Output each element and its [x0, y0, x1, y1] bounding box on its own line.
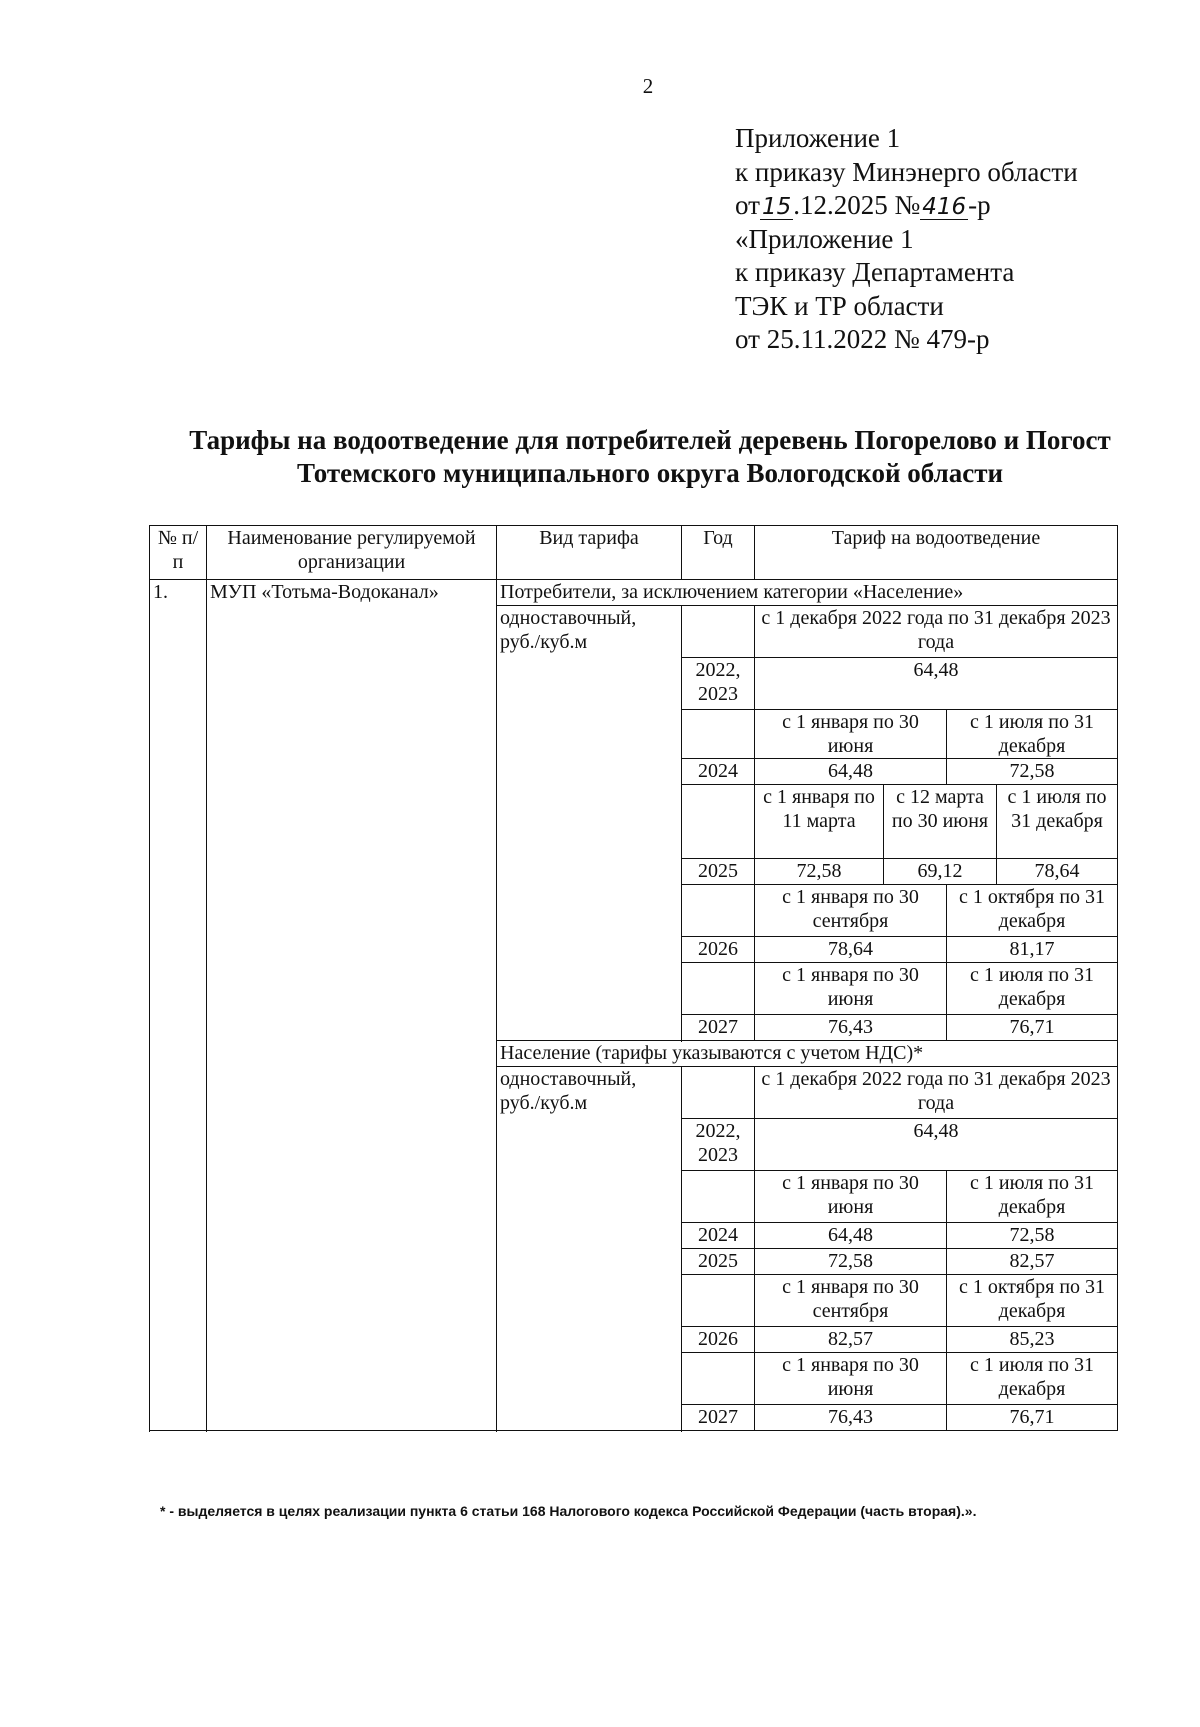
year-cell: 2022, 2023 [682, 1119, 755, 1171]
value-cell: 72,58 [947, 759, 1118, 785]
year-cell: 2024 [682, 1223, 755, 1249]
order-date-prefix: от [735, 190, 760, 220]
period-cell: с 1 июля по 31 декабря [997, 785, 1118, 859]
year-cell: 2026 [682, 937, 755, 963]
period-cell: с 1 января по 30 сентября [755, 885, 947, 937]
header-tariff: Тариф на водоотведение [755, 526, 1118, 580]
value-cell: 76,43 [755, 1015, 947, 1041]
period-cell: с 1 декабря 2022 года по 31 декабря 2023 года [755, 606, 1118, 658]
period-cell: с 1 января по 30 сентября [755, 1275, 947, 1327]
value-cell: 64,48 [755, 759, 947, 785]
period-cell: с 1 июля по 31 декабря [947, 1171, 1118, 1223]
year-cell: 2027 [682, 1015, 755, 1041]
appendix-line-1: Приложение 1 [735, 123, 901, 153]
appendix-line-7: от 25.11.2022 № 479-р [735, 324, 990, 354]
value-cell: 64,48 [755, 1119, 1118, 1171]
appendix-line-3 [735, 189, 1078, 223]
value-cell: 64,48 [755, 658, 1118, 710]
year-cell [682, 1067, 755, 1119]
tariff-type: одноставочный, руб./куб.м [497, 606, 682, 1041]
group-title: Потребители, за исключением категории «Население» [497, 580, 1118, 606]
year-cell [682, 710, 755, 759]
year-cell [682, 606, 755, 658]
year-cell: 2027 [682, 1405, 755, 1431]
value-cell: 85,23 [947, 1327, 1118, 1353]
handwritten-day: 15 [761, 194, 792, 220]
value-cell: 76,71 [947, 1405, 1118, 1431]
year-cell [682, 963, 755, 1015]
handwritten-order-number: 416 [922, 194, 967, 220]
year-cell: 2022, 2023 [682, 658, 755, 710]
year-cell [682, 1275, 755, 1327]
period-cell: с 1 июля по 31 декабря [947, 1353, 1118, 1405]
value-cell: 76,71 [947, 1015, 1118, 1041]
value-cell: 72,58 [755, 859, 884, 885]
period-cell: с 1 января по 30 июня [755, 963, 947, 1015]
year-cell [682, 1353, 755, 1405]
org-name: МУП «Тотьма-Водоканал» [207, 580, 497, 1431]
footnote: * - выделяется в целях реализации пункта 6 статьи 168 Налогового кодекса Российской Федерации (часть вторая).». [160, 1503, 977, 1519]
value-cell: 82,57 [947, 1249, 1118, 1275]
period-cell: с 1 октября по 31 декабря [947, 885, 1118, 937]
tariff-table [149, 525, 1118, 1431]
appendix-line-6: ТЭК и ТР области [735, 290, 944, 321]
value-cell: 78,64 [997, 859, 1118, 885]
year-cell [682, 785, 755, 859]
document-title [140, 424, 1160, 490]
order-number-suffix: -р [968, 190, 991, 220]
appendix-line-4: «Приложение 1 [735, 223, 914, 254]
value-cell: 82,57 [755, 1327, 947, 1353]
period-cell: с 1 июля по 31 декабря [947, 710, 1118, 759]
header-year: Год [682, 526, 755, 580]
value-cell: 72,58 [755, 1249, 947, 1275]
value-cell: 72,58 [947, 1223, 1118, 1249]
year-cell [682, 885, 755, 937]
value-cell: 81,17 [947, 937, 1118, 963]
value-cell: 69,12 [884, 859, 997, 885]
value-cell: 78,64 [755, 937, 947, 963]
header-num: № п/п [150, 526, 207, 580]
header-org: Наименование регулируемой организации [207, 526, 497, 580]
header-row [150, 526, 1118, 580]
year-cell: 2025 [682, 859, 755, 885]
year-cell [682, 1171, 755, 1223]
year-cell: 2024 [682, 759, 755, 785]
appendix-header [735, 122, 1078, 357]
period-cell: с 1 октября по 31 декабря [947, 1275, 1118, 1327]
title-line-2: Тотемского муниципального округа Вологодской области [296, 458, 1004, 488]
value-cell: 64,48 [755, 1223, 947, 1249]
appendix-line-5: к приказу Департамента [735, 257, 1015, 287]
appendix-line-2: к приказу Минэнерго области [735, 156, 1078, 187]
row-number: 1. [150, 580, 207, 1431]
year-cell: 2026 [682, 1327, 755, 1353]
group-title: Население (тарифы указываются с учетом НДС)* [497, 1041, 1118, 1067]
period-cell: с 12 марта по 30 июня [884, 785, 997, 859]
order-date-mid: .12.2025 № [793, 190, 921, 220]
year-cell: 2025 [682, 1249, 755, 1275]
table-row [150, 580, 1118, 606]
period-cell: с 1 января по 30 июня [755, 710, 947, 759]
value-cell: 76,43 [755, 1405, 947, 1431]
period-cell: с 1 июля по 31 декабря [947, 963, 1118, 1015]
tariff-type: одноставочный, руб./куб.м [497, 1067, 682, 1431]
title-line-1: Тарифы на водоотведение для потребителей деревень Погорелово и Погост [189, 425, 1111, 455]
period-cell: с 1 декабря 2022 года по 31 декабря 2023 года [755, 1067, 1118, 1119]
header-type: Вид тарифа [497, 526, 682, 580]
period-cell: с 1 января по 11 марта [755, 785, 884, 859]
page-number: 2 [642, 74, 654, 98]
period-cell: с 1 января по 30 июня [755, 1171, 947, 1223]
period-cell: с 1 января по 30 июня [755, 1353, 947, 1405]
